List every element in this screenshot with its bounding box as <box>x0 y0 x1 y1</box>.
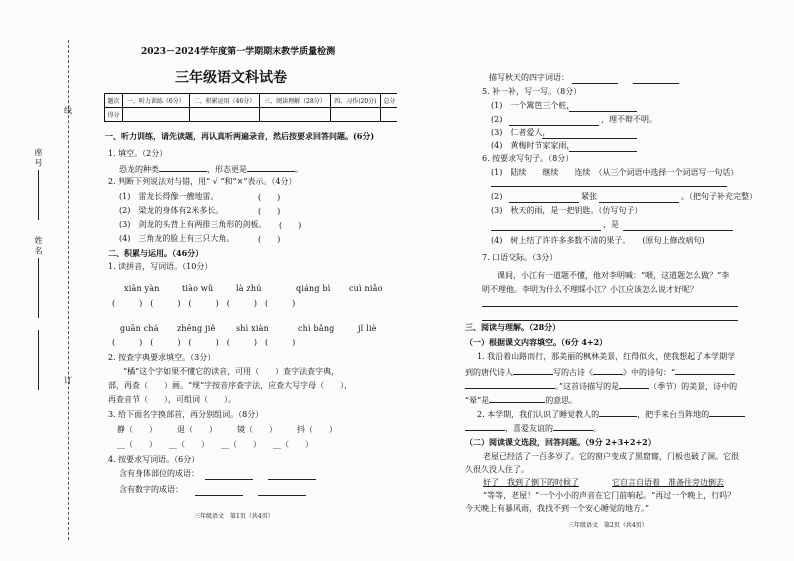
pinyin-1: xiān yàn <box>124 284 160 293</box>
r6-2-tail: 。（把句子补充完整） <box>681 192 757 201</box>
answer-row-2[interactable]: ( ) ( ) ( ) ( ) ( ) <box>112 338 296 347</box>
r7-text-1: 课间，小江有一道题不懂，他对李明喊：“喂，这道题怎么做？”李 <box>497 271 730 280</box>
char-dou: 抖 <box>297 425 305 434</box>
q2-2-heading: 2. 按查字典要求填空。（3分） <box>108 353 216 362</box>
p2-l2-a: ，喜爱友谊的 <box>505 424 553 433</box>
r5-item-1: (1) 一个篱笆三个桩， <box>491 101 575 110</box>
p2-blank-2[interactable] <box>709 408 745 417</box>
q1-heading: 1. 填空。（2分） <box>108 149 168 158</box>
r5-blank-4[interactable] <box>569 151 637 152</box>
p2-blank-1[interactable] <box>599 408 637 417</box>
r7-answer-line-1[interactable] <box>482 306 738 307</box>
pinyin-8: shì xiàn <box>236 324 269 333</box>
pinyin-10: jǐ liè <box>358 324 377 333</box>
passage-line-3a: 好了 我到了倒下的时候了 <box>483 478 579 487</box>
p1-line-3 <box>465 380 737 392</box>
q2-answer-3[interactable]: ( ) <box>279 221 302 230</box>
p2-blank-4[interactable] <box>553 422 593 431</box>
q2-answer-1[interactable]: ( ) <box>258 193 281 202</box>
q2-2-line-2: 部，再查（ ）画。“规”字按音序查字法，应查大写字母（ ）， <box>108 381 353 390</box>
q2-4-b-blank-1[interactable] <box>195 495 243 496</box>
pinyin-3: là zhú <box>236 284 262 293</box>
exam-header: 2023－2024学年度第一学期期末教学质量检测 <box>141 47 336 57</box>
side-label-ding: 订 <box>64 376 72 385</box>
q1-text-a: 恐龙的种类 <box>119 165 159 174</box>
score-head-5: 四、习作(20分) <box>330 94 380 108</box>
section2-title: 二、积累与运用。（46分） <box>108 248 204 258</box>
p1-line-1: 1. 我沿着山路而行，那美丽的枫林美景，红得似火，使我想起了本学期学 <box>477 352 736 361</box>
r7-text-2: 明不理他。李明为什么不理睬小江？小江应该怎么说才好呢？ <box>482 285 698 294</box>
pinyin-9: chì bǎng <box>298 324 335 333</box>
section3-title: 三、阅读与理解。（28分） <box>465 322 561 332</box>
passage-line-1: 老屋已经活了一百多岁了。它的窗户变成了黑窟窿，门板也破了洞。它很 <box>483 452 739 461</box>
r5-item-4: (4) 黄梅时节家家雨， <box>491 141 575 150</box>
q2-item-1: (1) 雷龙长得像一艘地雷。 <box>119 192 219 201</box>
p1-l2-c: 》中的诗句：“ <box>623 368 676 377</box>
q2-answer-2[interactable]: ( ) <box>258 207 281 216</box>
passage-line-2: 久很久没人住了。 <box>465 465 529 474</box>
q2-3-heading: 3. 给下面名字换部首，再分别组词。（8分） <box>108 410 264 419</box>
p1-blank-season[interactable] <box>619 380 649 389</box>
q2-4-b: 含有数字的成语： <box>119 485 183 494</box>
p2-l1-a: 2. 本学期，我们认识了睡觉教人的 <box>477 410 600 419</box>
sub1-title: （一）根据课文内容填空。（6分 4+2） <box>465 337 608 347</box>
score-table <box>104 93 399 122</box>
side-label-seat: 座 号 <box>34 148 43 167</box>
q1-text-b: ，形态更是 <box>207 165 247 174</box>
side-label-xian: 线 <box>64 106 72 115</box>
score-head-4: 三、阅读理解（28分） <box>260 94 331 108</box>
r6-3: (3) 秋天的雨，是一把钥匙。（仿写句子） <box>491 206 643 215</box>
p1-blank-verse[interactable] <box>675 366 735 375</box>
class-blank <box>38 330 39 390</box>
r5-tail-2: ，理不辩不明。 <box>601 115 657 124</box>
name-blank <box>38 258 39 318</box>
r7-answer-line-2[interactable] <box>482 320 738 321</box>
q1-blank-1[interactable] <box>159 163 207 172</box>
p1-l3-b: （季节）的美景，诗中的 <box>649 382 738 391</box>
p1-l2-b: 写的古诗《 <box>553 368 593 377</box>
p1-l4-b: 的意思。 <box>545 396 578 405</box>
r6-1-blank[interactable] <box>491 186 727 187</box>
score-cell[interactable] <box>380 108 398 122</box>
p1-blank-poem[interactable] <box>593 366 623 375</box>
q2-2-line-3: 再查音节（ ），可组词（ ）。 <box>108 395 236 404</box>
passage-line-3b: 它自言自语着 准备往旁边倒去 <box>612 478 724 487</box>
q2-4-a-blank-2[interactable] <box>268 479 316 480</box>
pinyin-5: cuì niǎo <box>349 284 383 293</box>
r5-blank-3[interactable] <box>542 138 637 139</box>
r6-3-blank[interactable] <box>491 230 601 231</box>
score-cell[interactable] <box>330 108 380 122</box>
page-footer-2-visible: 三年级语文 第2页（共4页） <box>568 522 648 529</box>
r6-4: (4) 树上结了许许多多数不清的果子。 (原句上修改病句) <box>491 236 705 245</box>
char-tui: 退 <box>177 425 185 434</box>
q2-heading: 2. 判断下列说法对与错，用“ √ ”和“×”表示。（4分） <box>108 177 297 186</box>
p2-line-2: ，喜爱友谊的 。 <box>465 422 601 434</box>
score-head-2: 一、听力训练（6分） <box>123 94 190 108</box>
page-footer-1: 三年级语文 第1页（共4页） <box>194 513 274 520</box>
q2-item-4: (4) 三角龙的脸上有三只大角。 <box>119 234 235 243</box>
r6-heading: 6. 按要求写句子。（8分） <box>482 154 574 163</box>
p2-blank-3[interactable] <box>465 422 505 431</box>
r0-blank-1[interactable] <box>572 83 618 84</box>
exam-title: 三年级语文科试卷 <box>175 70 287 86</box>
p1-l2-a: 到的唐代诗人 <box>465 368 513 377</box>
seat-blank <box>38 170 39 220</box>
score-head-6: 总分 <box>380 94 398 108</box>
char-row: 静（ ） 退（ ） 镜（ ） 抖（ ） <box>117 425 337 434</box>
r6-2-blank[interactable] <box>509 202 579 203</box>
p1-blank-meaning[interactable] <box>489 394 545 403</box>
score-head-3: 二、积累运用（46分） <box>189 94 260 108</box>
p1-line-2 <box>465 366 735 378</box>
r6-3-blank-b[interactable] <box>623 230 733 231</box>
q1-blank-2[interactable] <box>247 163 295 172</box>
char-jing: 静 <box>117 425 125 434</box>
p1-l4-a: “晕”是 <box>465 396 490 405</box>
q2-2-line-1: “橘”这个字如果不懂它的读音，可用（ ）查字法查字典， <box>123 367 340 376</box>
r6-1: (1) 陆续 继续 连续 （从三个词语中选择一个词语写一句话） <box>491 168 739 177</box>
p1-blank-poet[interactable] <box>513 366 553 375</box>
r6-2-mid: 紧张 <box>581 192 597 201</box>
r5-item-3: (3) 仁者爱人， <box>491 128 551 137</box>
r6-2-blank-b[interactable] <box>599 202 679 203</box>
p1-line-4 <box>465 394 577 406</box>
p1-l3-a: 。”这首诗描写的是 <box>555 382 620 391</box>
r6-3b: ，是 <box>603 220 619 229</box>
r7-heading: 7. 口语交际。（3分） <box>482 253 558 262</box>
score-cell[interactable] <box>189 108 260 122</box>
score-cell[interactable] <box>260 108 331 122</box>
char-answer-row[interactable]: __（ ） __（ ） __（ ） __（ ） <box>117 440 313 449</box>
r5-blank-1[interactable] <box>569 111 637 112</box>
score-row-label: 得分 <box>105 108 123 122</box>
r0-blank-2[interactable] <box>633 83 679 84</box>
q2-item-2: (2) 梁龙的身体有2米多长。 <box>119 206 224 215</box>
sub2-title: （二）阅读课文选段，回答问题。（9分 2+3+2+2） <box>465 437 656 447</box>
q2-4-heading: 4. 按要求写词语。（6分） <box>108 455 200 464</box>
char-jingzi: 镜 <box>237 425 245 434</box>
side-label-name: 姓 名 <box>34 236 43 255</box>
q1-line: 恐龙的种类 ，形态更是 。 <box>119 165 303 174</box>
answer-row-1[interactable]: ( ) ( ) ( ) ( ) ( ) <box>112 299 296 308</box>
r5-heading: 5. 补一补，写一写。（8分） <box>482 87 582 96</box>
q2-4-a-blank-1[interactable] <box>205 479 253 480</box>
pinyin-2: tiào wǔ <box>182 284 214 293</box>
passage-line-5: 今天晚上有暴风雨，我找不到一个安心睡觉的地方。” <box>465 504 650 513</box>
r6-2: (2) <box>491 192 503 201</box>
r0-text: 描写秋天的四字词语： <box>489 73 569 82</box>
score-head-1: 题次 <box>105 94 123 108</box>
pinyin-6: guān chá <box>120 324 159 333</box>
score-cell[interactable] <box>123 108 190 122</box>
r5-item-2: (2) <box>491 115 503 124</box>
section1-title: 一、听力训练，请先读题，再认真听两遍录音，然后按要求回答问题。(6分) <box>105 131 375 141</box>
q2-answer-4[interactable]: ( ) <box>258 235 281 244</box>
pinyin-7: zhēng jiě <box>177 324 216 333</box>
passage-line-4: “等等，老屋！”一个小小的声音在它门前响起。“再过一个晚上，行吗？ <box>483 491 736 500</box>
p1-blank-verse-2[interactable] <box>465 380 555 389</box>
r5-blank-2[interactable] <box>509 125 599 126</box>
pinyin-4: qiáng bì <box>296 284 331 293</box>
right-page <box>397 0 794 561</box>
p2-l1-b: ，把手来台当阵地的 <box>637 410 710 419</box>
p2-line-1 <box>477 408 745 420</box>
q2-4-b-blank-2[interactable] <box>258 495 306 496</box>
q2-1-heading: 1. 读拼音，写词语。（10分） <box>108 262 213 271</box>
q2-item-3: (3) 剑龙的头背上有两排三角形的剑板。 <box>119 220 267 229</box>
q2-4-a: 含有身体部位的成语： <box>119 469 199 478</box>
